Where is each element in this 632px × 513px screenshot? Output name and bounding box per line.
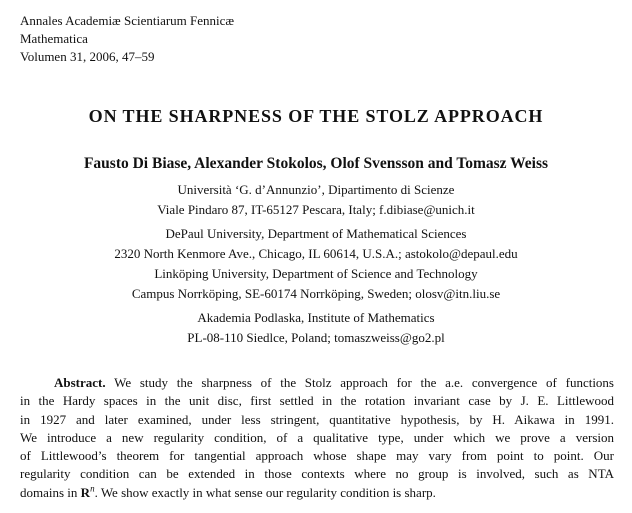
journal-name: Annales Academiæ Scientiarum Fennicæ bbox=[20, 13, 235, 28]
journal-volume: Volumen 31, 2006, 47–59 bbox=[20, 49, 155, 64]
journal-header bbox=[20, 12, 234, 66]
affiliation-3 bbox=[0, 264, 632, 304]
abstract-text-7-post: . We show exactly in what sense our regularity condition is sharp. bbox=[94, 484, 436, 500]
math-n-superscript: n bbox=[90, 483, 95, 494]
affiliation-1-institution: Università ‘G. d’Annunzio’, Dipartimento di Scienze bbox=[177, 182, 455, 197]
affiliation-4-address: PL-08-110 Siedlce, Poland; tomaszweiss@go2.pl bbox=[187, 330, 445, 345]
affiliation-3-institution: Linköping University, Department of Science and Technology bbox=[154, 266, 478, 281]
math-R-symbol: R bbox=[80, 484, 91, 500]
journal-series: Mathematica bbox=[20, 31, 88, 46]
abstract-line-1 bbox=[20, 374, 614, 392]
affiliation-1 bbox=[0, 180, 632, 220]
affiliation-4 bbox=[0, 308, 632, 348]
abstract-label: Abstract. bbox=[54, 375, 106, 390]
paper-title: ON THE SHARPNESS OF THE STOLZ APPROACH bbox=[88, 106, 544, 126]
affiliation-2-address: 2320 North Kenmore Ave., Chicago, IL 60614, U.S.A.; astokolo@depaul.edu bbox=[114, 246, 518, 261]
abstract-text-1: We study the sharpness of the Stolz approach for the a.e. convergence of functions bbox=[114, 375, 614, 390]
affiliations bbox=[0, 180, 632, 352]
abstract-line-2: in the Hardy spaces in the unit disc, first settled in the rotation invariant case by J. E. Littlewood bbox=[20, 393, 614, 409]
affiliation-1-address: Viale Pindaro 87, IT-65127 Pescara, Italy; f.dibiase@unich.it bbox=[157, 202, 475, 217]
abstract bbox=[20, 374, 614, 502]
paper-authors: Fausto Di Biase, Alexander Stokolos, Olof Svensson and Tomasz Weiss bbox=[83, 155, 549, 172]
affiliation-4-institution: Akademia Podlaska, Institute of Mathematics bbox=[197, 310, 435, 325]
affiliation-2-institution: DePaul University, Department of Mathematical Sciences bbox=[165, 226, 467, 241]
abstract-line-7 bbox=[20, 484, 614, 502]
abstract-line-4: We introduce a new regularity condition, of a qualitative type, under which we prove a version bbox=[20, 429, 614, 445]
affiliation-2 bbox=[0, 224, 632, 264]
affiliation-3-address: Campus Norrköping, SE-60174 Norrköping, Sweden; olosv@itn.liu.se bbox=[131, 286, 501, 301]
abstract-text-7-pre: domains in bbox=[20, 484, 78, 500]
abstract-line-5: of Littlewood’s theorem for tangential approach whose shape may vary from point to point. Our bbox=[20, 448, 614, 464]
abstract-line-6: regularity condition can be extended in those contexts where no group is involved, such as NTA bbox=[20, 466, 614, 482]
abstract-line-3: in 1927 and later examined, under less stringent, quantitative hypothesis, by H. Aikawa in 1991. bbox=[20, 411, 614, 427]
